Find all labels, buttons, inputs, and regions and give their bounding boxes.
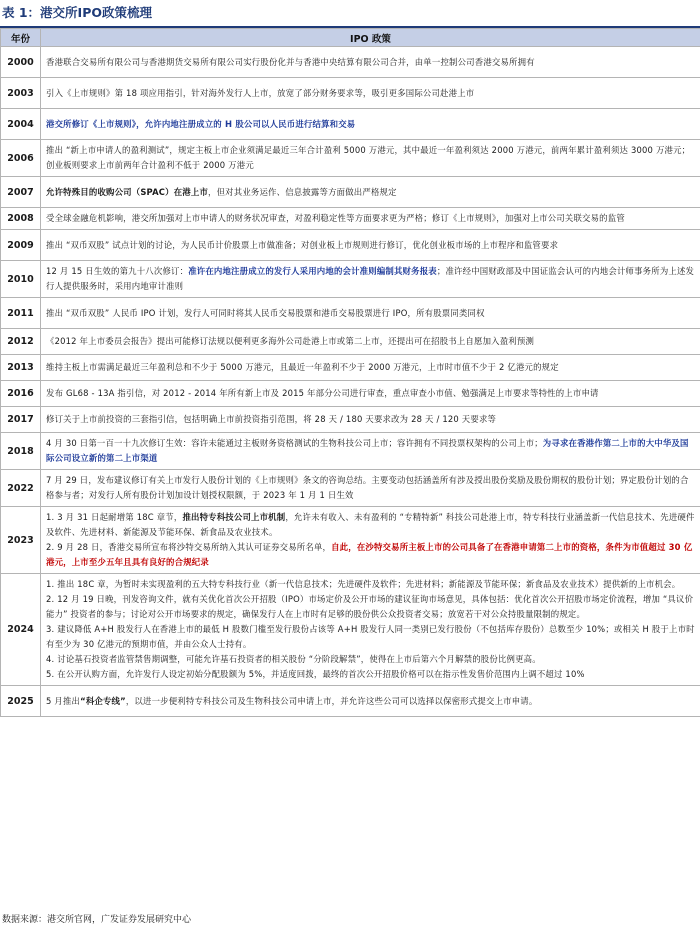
policy-text: ，允许未有收入、未有盈利的 “专精特新” 科技公司赴港上市，特专科技行业涵盖新一代信息技术、先进硬件及软件、先进材料、新能源及节能环保、新食品及农业技术。 [46, 512, 695, 537]
table-row [1, 208, 700, 230]
year-cell: 2010 [1, 261, 41, 298]
policy-cell [41, 230, 700, 261]
policy-text: 修订关于上市前投资的三套指引信，包括明确上市前投资指引范围，将 28 天 / 180 天要求改为 28 天 / 120 天要求等 [46, 414, 497, 424]
policy-cell [41, 381, 700, 407]
table-row [1, 381, 700, 407]
ipo-policy-table [0, 28, 700, 717]
policy-cell [41, 574, 700, 686]
policy-cell [41, 433, 700, 470]
policy-list-item: 2. 12 月 19 日晚，刊发咨询文件，就有关优化首次公开招股（IPO）市场定价及公开市场的建议征询市场意见，具体包括：优化首次公开招股市场定价流程，增加 “具议价能力” 投资者的参与；讨论对公开市场要求的规定，确保发行人在上市时有足够的股份供公众投资者交易；放宽若干对公众持股量限制的规定。 [46, 594, 694, 619]
policy-text: 受全球金融危机影响，港交所加强对上市申请人的财务状况审查，对盈利稳定性等方面要求更为严格；修订《上市规则》，加强对上市公司关联交易的监管 [46, 213, 625, 223]
policy-cell [41, 78, 700, 109]
policy-list-item: 5. 在公开认购方面，允许发行人设定初始分配股额为 5%，并适度回拨，最终的首次公开招股价格可以在指示性发售价范围内上调不超过 10% [46, 669, 585, 679]
policy-text: 推出 “双币双股” 人民币 IPO 计划，发行人可同时将其人民币交易股票和港币交易股票进行 IPO，所有股票同类同权 [46, 307, 485, 318]
policy-cell [41, 355, 700, 381]
year-cell: 2023 [1, 507, 41, 574]
policy-cell [41, 261, 700, 298]
policy-text: ，但对其业务运作、信息披露等方面做出严格规定 [208, 186, 397, 197]
policy-text: 2. 9 月 28 日，香港交易所宣布将沙特交易所纳入其认可证券交易所名单， [46, 542, 332, 552]
year-cell: 2024 [1, 574, 41, 686]
policy-cell [41, 298, 700, 329]
policy-text: 香港联合交易所有限公司与香港期货交易所有限公司实行股份化并与香港中央结算有限公司合并，由单一控制公司香港交易所拥有 [46, 56, 535, 67]
policy-text: 发布 GL68 - 13A 指引信，对 2012 - 2014 年所有新上市及 2015 年部分公司进行审查，重点审查小市值、勉强满足上市要求等特性的上市申请 [46, 388, 599, 398]
policy-text: 1. 3 月 31 日起耐增第 18C 章节， [46, 512, 183, 522]
policy-list-item: 4. 讨论基石投资者监管禁售期调整，可能允许基石投资者的相关股份 “分阶段解禁”，使得在上市后第六个月解禁的股份比例更高。 [46, 654, 541, 664]
policy-list-item: 1. 推出 18C 章，为暂时未实现盈利的五大特专科技行业（新一代信息技术；先进硬件及软件；先进材料；新能源及节能环保；新食品及农业技术）提供新的上市机会。 [46, 579, 681, 589]
policy-text-emphasis: 港交所修订《上市规则》，允许内地注册成立的 H 股公司以人民币进行结算和交易 [46, 118, 356, 129]
table-row [1, 507, 700, 574]
year-cell: 2011 [1, 298, 41, 329]
year-cell: 2016 [1, 381, 41, 407]
policy-cell [41, 208, 700, 230]
year-cell: 2008 [1, 208, 41, 230]
policy-text: 7 月 29 日，发布建议修订有关上市发行人股份计划的《上市规则》条文的咨询总结。主要变动包括涵盖所有涉及授出股份奖励及股份期权的股份计划；界定股份计划的合格参与者；对发行人所有股份计划加设计划授权限额，于 2023 年 1 月 1 日生效 [46, 475, 689, 500]
table-row [1, 78, 700, 109]
year-cell: 2000 [1, 47, 41, 78]
policy-text: 引入《上市规则》第 18 项应用指引，针对海外发行人上市，放宽了部分财务要求等，吸引更多国际公司赴港上市 [46, 87, 475, 98]
year-cell: 2012 [1, 329, 41, 355]
policy-text: 推出 “新上市申请人的盈利测试”，规定主板上市企业须满足最近三年合计盈利 5000 万港元，其中最近一年盈利须达 2000 万港元，前两年累计盈利须达 3000 万港元；创业板则要求上市前两年合计盈利不低于 2000 万港元 [46, 145, 691, 170]
policy-text: 《2012 年上市委员会报告》提出可能修订法规以便利更多海外公司赴港上市或第二上市，还提出可在招股书上自愿加入盈利预测 [46, 336, 535, 346]
table-row [1, 177, 700, 208]
year-cell: 2018 [1, 433, 41, 470]
table-row [1, 329, 700, 355]
policy-text-bold: 允许特殊目的收购公司（SPAC）在港上市 [46, 186, 209, 197]
table-row [1, 355, 700, 381]
table-row [1, 298, 700, 329]
policy-text-emphasis: 准许在内地注册成立的发行人采用内地的会计准则编制其财务报表 [188, 266, 437, 276]
policy-paragraph [46, 540, 696, 570]
policy-text-bold: “科企专线” [80, 695, 126, 706]
table-caption: 表 1：港交所IPO政策梳理 [2, 5, 152, 20]
header-year: 年份 [1, 29, 41, 47]
policy-text: 推出 “双币双股” 试点计划的讨论，为人民币计价股票上市做准备；对创业板上市规则进行修订，优化创业板市场的上市程序和监管要求 [46, 239, 559, 250]
year-cell: 2022 [1, 470, 41, 507]
year-cell: 2009 [1, 230, 41, 261]
table-row [1, 433, 700, 470]
table-row [1, 407, 700, 433]
policy-text: 4 月 30 日第一百一十九次修订生效：容许未能通过主板财务资格测试的生物科技公司上市；容许拥有不同投票权架构的公司上市； [46, 438, 543, 448]
source-note: 数据来源：港交所官网，广发证券发展研究中心 [2, 915, 192, 925]
policy-cell [41, 329, 700, 355]
policy-text: 5 月推出 [46, 695, 81, 706]
table-row [1, 140, 700, 177]
policy-paragraph [46, 510, 696, 540]
year-cell: 2007 [1, 177, 41, 208]
policy-text: ，以进一步便利特专科技公司及生物科技公司申请上市，并允许这些公司可以选择以保密形式提交上市申请。 [125, 695, 538, 706]
table-row [1, 686, 700, 717]
policy-cell [41, 407, 700, 433]
table-row [1, 261, 700, 298]
policy-cell [41, 177, 700, 208]
table-row [1, 574, 700, 686]
policy-text-emphasis: 为寻求在香港作第二上市的大中华及国际公司设立新的第二上市渠道 [46, 438, 689, 463]
year-cell: 2006 [1, 140, 41, 177]
policy-text: 12 月 15 日生效的第九十八次修订： [46, 266, 189, 276]
table-row [1, 47, 700, 78]
policy-cell [41, 507, 700, 574]
policy-text-emphasis: 自此，在沙特交易所主板上市的公司具备了在香港申请第二上市的资格，条件为市值超过 30 亿港元，上市至少五年且具有良好的合规纪录 [46, 542, 693, 567]
policy-cell [41, 109, 700, 140]
policy-text-bold: 推出特专科技公司上市机制 [182, 512, 286, 522]
header-policy: IPO 政策 [41, 29, 700, 47]
table-row [1, 230, 700, 261]
year-cell: 2003 [1, 78, 41, 109]
policy-cell [41, 140, 700, 177]
year-cell: 2017 [1, 407, 41, 433]
policy-cell [41, 470, 700, 507]
table-row [1, 470, 700, 507]
year-cell: 2025 [1, 686, 41, 717]
policy-text: 维持主板上市需满足最近三年盈利总和不少于 5000 万港元，且最近一年盈利不少于 2000 万港元，上市时市值不少于 2 亿港元的规定 [46, 362, 559, 372]
policy-cell [41, 686, 700, 717]
policy-cell [41, 47, 700, 78]
year-cell: 2013 [1, 355, 41, 381]
policy-text: ；准许经中国财政部及中国证监会认可的内地会计师事务所为上述发行人提供服务时，采用内地审计准则 [46, 266, 695, 291]
table-header-row [1, 29, 700, 47]
policy-list-item: 3. 建议降低 A+H 股发行人在香港上市的最低 H 股数门槛至发行股份占该等 A+H 股发行人同一类别已发行股份（不包括库存股份）总数至少 10%；或相关 H 股于上市时有至少为 30 亿港元的预期市值，并由公众人士持有。 [46, 624, 695, 649]
year-cell: 2004 [1, 109, 41, 140]
table-row [1, 109, 700, 140]
